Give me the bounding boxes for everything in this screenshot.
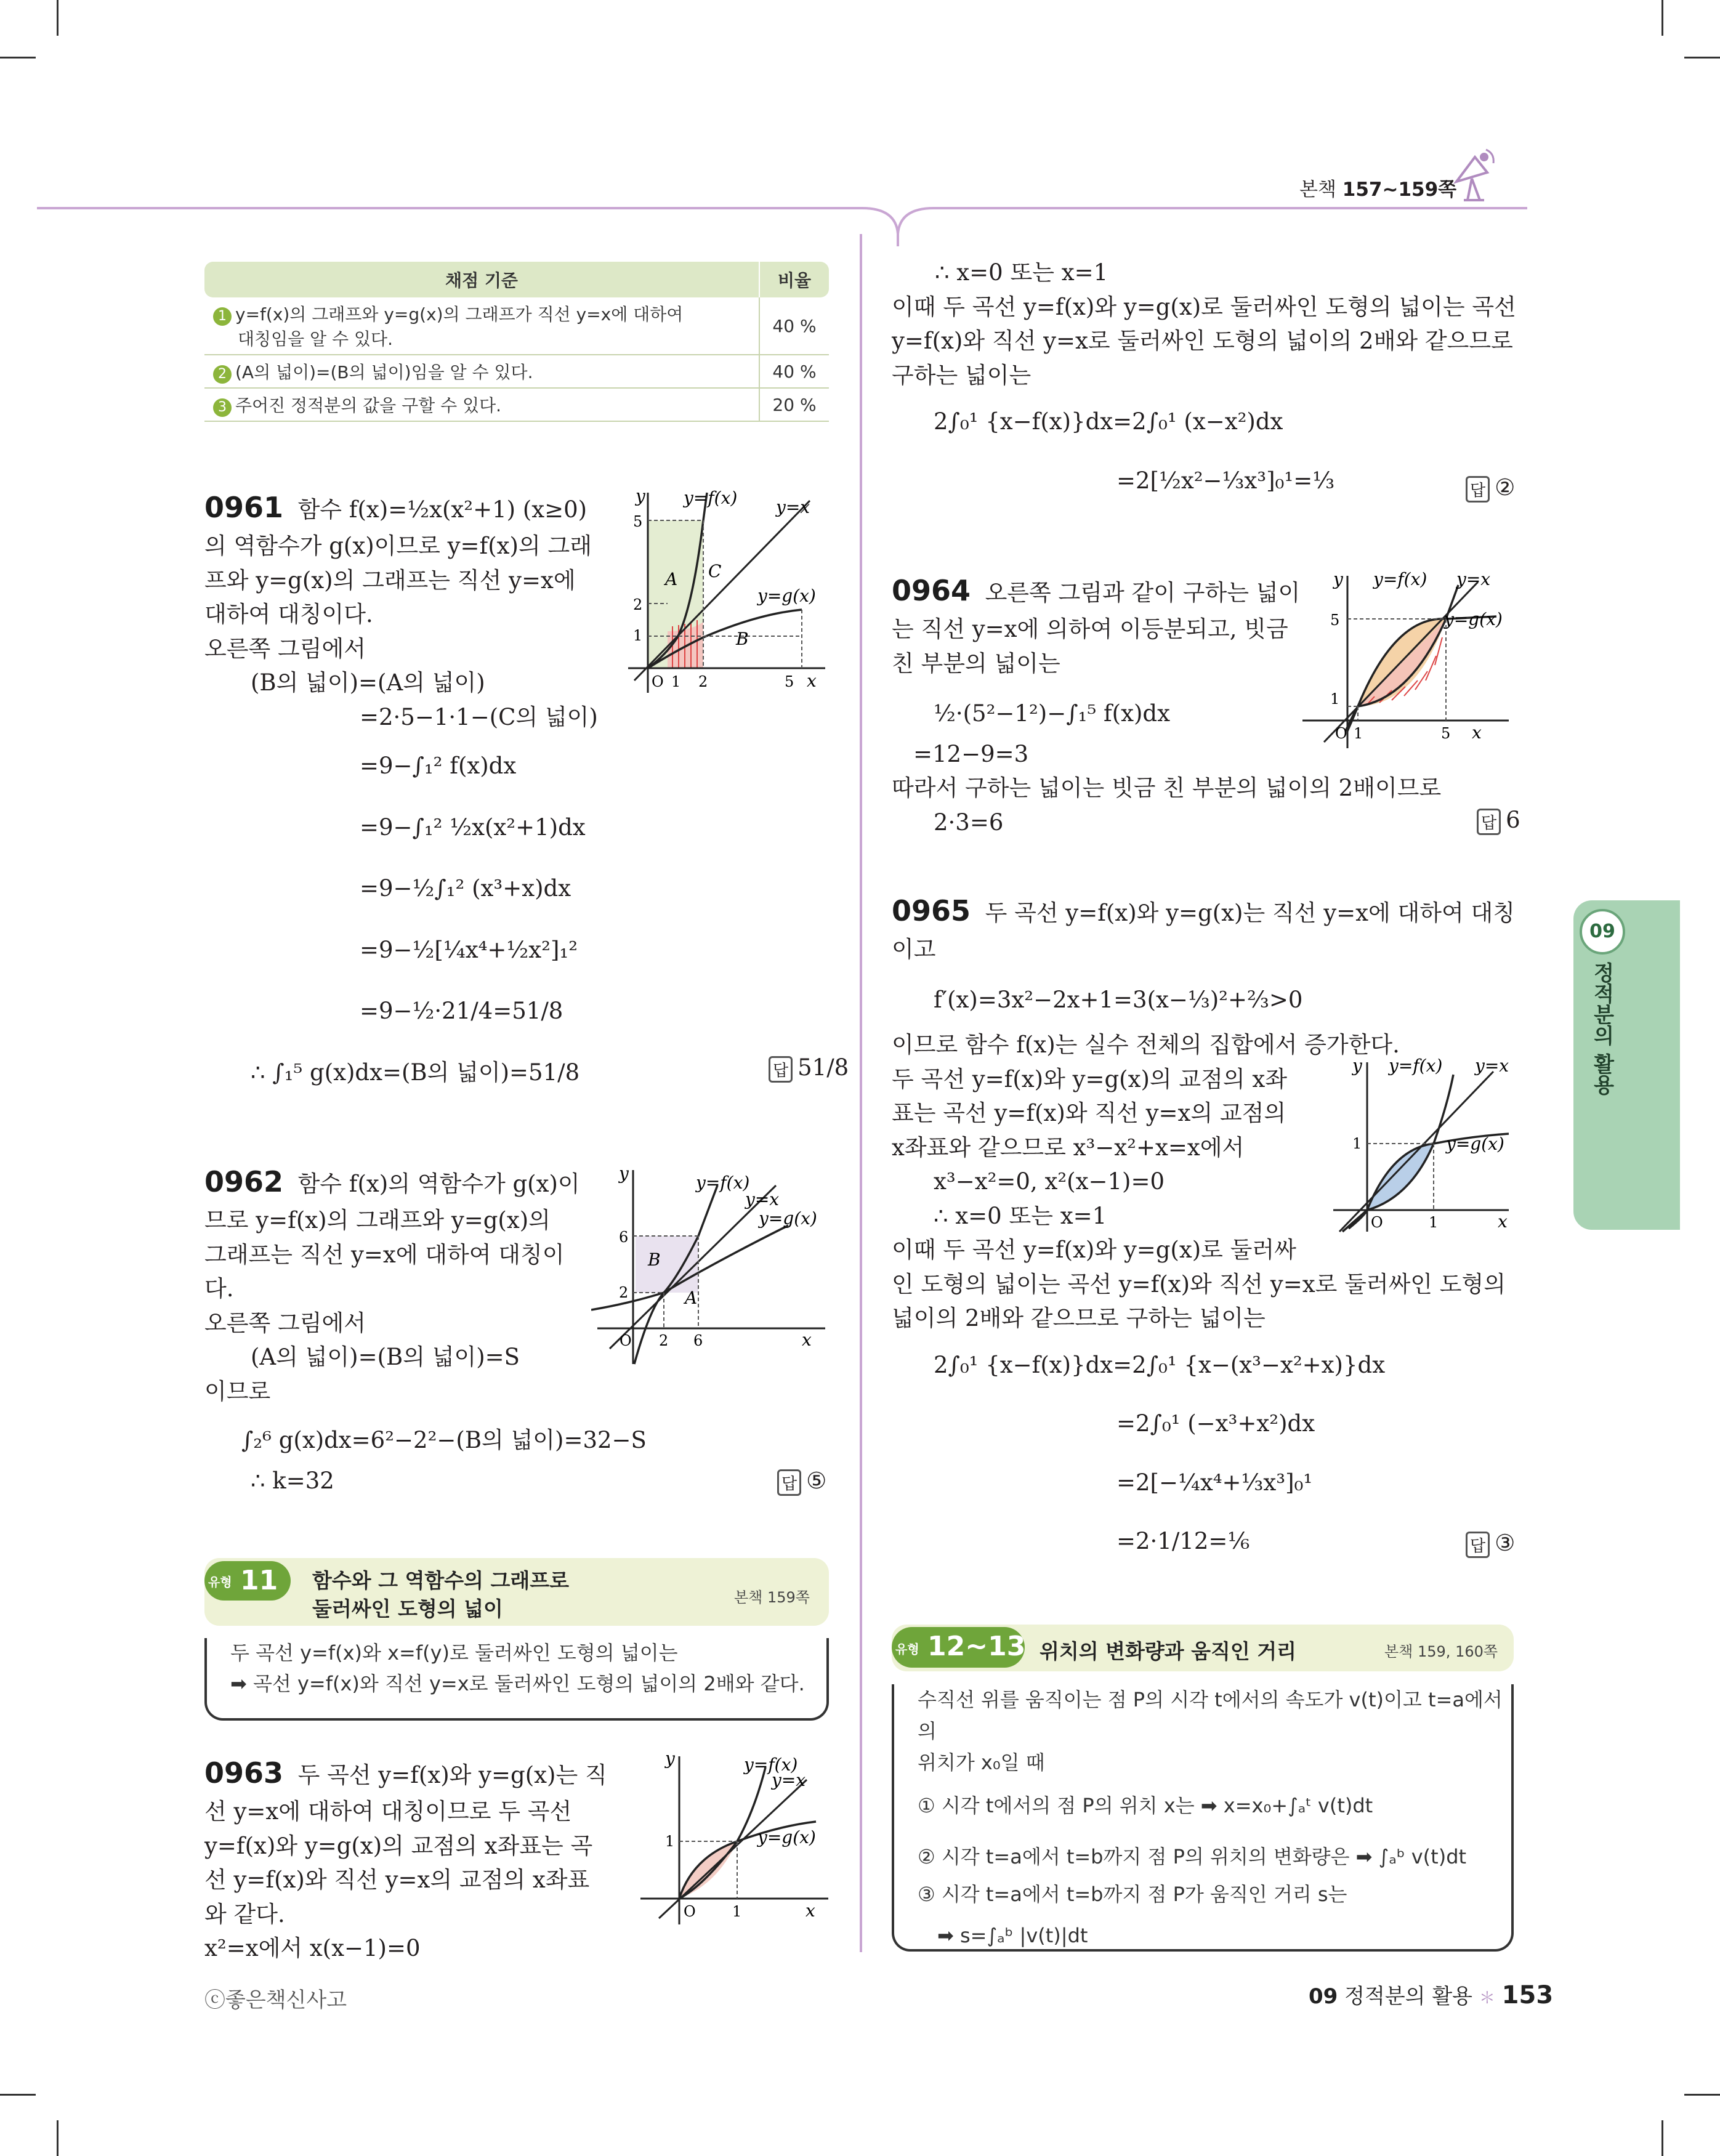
crop-mark [0,2094,36,2096]
equation-line: ∴ x=0 또는 x=1 [934,1202,1107,1229]
text-line: 대하여 대칭이다. [204,601,373,628]
text-line: 구하는 넓이는 [892,361,1032,389]
type-12-13-ref: 본책 159, 160쪽 [1384,1643,1498,1660]
tick-y-2: 2 [633,596,643,613]
axis-label-x: x [1472,722,1482,743]
text-line: y=f(x)와 y=g(x)의 교점의 x좌표는 곡 [204,1832,593,1859]
summary-line: 두 곡선 y=f(x)와 x=f(y)로 둘러싸인 도형의 넓이는 [230,1641,678,1665]
text-line: 이므로 함수 f(x)는 실수 전체의 집합에서 증가한다. [892,1032,1400,1058]
label-gx: y=g(x) [757,586,816,606]
tick-x-5: 5 [785,673,794,690]
text-line: 두 곡선 y=f(x)와 y=g(x)는 직 [297,1762,607,1788]
text-line: 프와 y=g(x)의 그래프는 직선 y=x에 [204,567,576,594]
text-line: 므로 y=f(x)의 그래프와 y=g(x)의 [204,1207,551,1233]
grading-row-number: 3 [213,398,232,417]
equation-line: (B의 넓이)=(A의 넓이) [251,669,485,696]
grading-header-criteria: 채점 기준 [204,262,759,297]
summary-line: ➡ s=∫ₐᵇ |v(t)|dt [937,1924,1088,1948]
type-11-badge [204,1561,291,1601]
badge-prefix: 유형 [895,1642,919,1657]
text-line: 오른쪽 그림과 같이 구하는 넓이 [985,579,1301,606]
answer-label: 답 [769,1056,793,1083]
axis-label-y: y [1352,1056,1362,1076]
axis-label-x: x [807,671,817,691]
grading-criteria [204,355,759,388]
grading-row [204,388,829,421]
tick-origin: O [652,673,664,690]
tick-x-1: 1 [1429,1214,1439,1231]
axis-label-x: x [802,1330,812,1350]
grading-text: (A의 넓이)=(B의 넓이)임을 알 수 있다. [235,362,533,382]
grading-ratio: 40 % [759,355,829,388]
text-line: 친 부분의 넓이는 [892,650,1060,677]
label-yx: y=x [772,1770,806,1790]
tick-y-5: 5 [1330,612,1340,629]
text-line: 선 y=x에 대하여 대칭이므로 두 곡선 [204,1798,572,1825]
answer-0964 [1477,807,1520,835]
grading-header-ratio: 비율 [759,262,829,297]
equation-line: =2·1/12=⅙ [1116,1528,1250,1554]
text-line: 이때 두 곡선 y=f(x)와 y=g(x)로 둘러싸 [892,1237,1296,1263]
summary-line: 수직선 위를 움직이는 점 P의 시각 t에서의 속도가 v(t)이고 t=a에서의 [918,1688,1503,1743]
crop-mark [1684,57,1720,59]
tick-x-2: 2 [659,1332,669,1349]
equation-line: =9−½∫₁² (x³+x)dx [360,875,571,902]
label-C: C [708,561,722,581]
tick-y-5: 5 [633,513,643,530]
summary-line: 위치가 x₀일 때 [918,1751,1045,1775]
equation-line: 2·3=6 [934,809,1004,836]
answer-value: ③ [1495,1530,1516,1556]
equation-line: (A의 넓이)=(B의 넓이)=S [251,1344,520,1370]
axis-label-y: y [636,486,645,506]
equation-line: ∴ x=0 또는 x=1 [935,259,1108,286]
equation-line: =9−½·21/4=51/8 [360,998,563,1024]
badge-prefix: 유형 [208,1575,232,1589]
answer-value: 51/8 [797,1054,849,1081]
tick-y-2: 2 [619,1284,629,1301]
badge-number: 11 [240,1565,278,1596]
label-yx: y=x [1456,570,1491,589]
text-line: 표는 곡선 y=f(x)와 직선 y=x의 교점의 [892,1100,1286,1126]
answer-value: ② [1495,474,1516,501]
equation-line: =9−∫₁² f(x)dx [360,753,517,779]
graph-0962 [591,1161,831,1373]
type-12-13-summary [892,1684,1514,1952]
summary-line: ① 시각 t에서의 점 P의 위치 x는 ➡ x=x₀+∫ₐᵗ v(t)dt [918,1793,1373,1817]
grading-row [204,297,829,355]
text-line: 이므로 [204,1378,271,1405]
equation-line: 2∫₀¹ {x−f(x)}dx=2∫₀¹ {x−(x³−x²+x)}dx [934,1351,1386,1378]
label-gx: y=g(x) [757,1827,816,1847]
text-line: 인 도형의 넓이는 곡선 y=f(x)와 직선 y=x로 둘러싸인 도형의 [892,1270,1506,1298]
tick-origin: O [1335,725,1347,742]
type-11-summary [204,1638,829,1721]
type-11-header [204,1558,829,1626]
summary-line: ② 시각 t=a에서 t=b까지 점 P의 위치의 변화량은 ➡ ∫ₐᵇ v(t)dt [918,1844,1467,1868]
problem-number: 0962 [204,1165,284,1198]
grading-ratio: 40 % [759,297,829,355]
text-line: 선 y=f(x)와 직선 y=x의 교점의 x좌표 [204,1867,590,1893]
summary-line: ③ 시각 t=a에서 t=b까지 점 P가 움직인 거리 s는 [918,1882,1347,1906]
label-gx: y=g(x) [759,1208,817,1229]
axis-label-y: y [665,1749,675,1769]
text-line: x좌표와 같으므로 x³−x²+x=x에서 [892,1134,1245,1161]
text-line: 넓이의 2배와 같으므로 구하는 넓이는 [892,1305,1266,1331]
problem-number: 0961 [204,491,284,524]
text-line: 함수 f(x)의 역함수가 g(x)이 [297,1171,580,1197]
answer-label: 답 [1466,1532,1490,1558]
tick-y-1: 1 [1352,1135,1362,1152]
grading-text: 대칭임을 알 수 있다. [238,329,393,349]
grading-row-number: 1 [213,307,232,326]
label-A: A [665,569,678,589]
header-page-ref [1299,174,1456,201]
equation-line: =9−½[¼x⁴+½x²]₁² [360,936,578,963]
title-line: 함수와 그 역함수의 그래프로 [312,1569,570,1593]
equation-line: =2[½x²−⅓x³]₀¹=⅓ [1116,467,1335,494]
footer-page-number: 153 [1501,1981,1554,2009]
axis-label-x: x [1498,1211,1508,1232]
answer-label: 답 [1466,476,1490,503]
label-fx: y=f(x) [696,1173,750,1193]
label-fx: y=f(x) [684,488,738,508]
label-yx: y=x [1475,1056,1509,1076]
text-line: 함수 f(x)=½x(x²+1) (x≥0) [297,496,587,523]
header-rule [37,197,1527,246]
problem-0963 [204,1752,607,1966]
type-12-13-header [892,1625,1514,1671]
graph-0961 [622,483,831,696]
text-line: 와 같다. [204,1900,285,1928]
tick-x-6: 6 [693,1332,703,1349]
label-gx: y=g(x) [1444,609,1503,629]
tick-x-1: 1 [671,673,681,690]
graph-0965 [1330,1056,1515,1235]
problem-number: 0964 [892,574,971,607]
equation-line: =12−9=3 [913,740,1029,767]
tick-x-2: 2 [698,673,708,690]
equation-line: =2[−¼x⁴+⅓x³]₀¹ [1116,1469,1313,1496]
text-line: 두 곡선 y=f(x)와 y=g(x)는 직선 y=x에 대하여 대칭 [985,900,1515,926]
tick-x-5: 5 [1441,725,1451,742]
text-line: 이때 두 곡선 y=f(x)와 y=g(x)로 둘러싸인 도형의 넓이는 곡선 [892,293,1516,320]
type-12-13-badge [892,1627,1025,1668]
crop-mark [57,0,59,36]
text-line: y=f(x)와 직선 y=x로 둘러싸인 도형의 넓이의 2배와 같으므로 [892,328,1513,354]
tick-y-1: 1 [665,1833,675,1850]
text-line: x²=x에서 x(x−1)=0 [204,1935,421,1961]
column-divider [860,234,862,1952]
side-tab-title: 정적분의 활용 [1589,962,1614,1095]
equation-line: ∫₂⁶ g(x)dx=6²−2²−(B의 넓이)=32−S [241,1427,647,1453]
footer-chapter-title: 정적분의 활용 [1344,1984,1473,2009]
equation-line: =9−∫₁² ½x(x²+1)dx [360,814,586,841]
tick-origin: O [1371,1214,1383,1231]
text-line: 이고 [892,936,936,963]
footer-page-info [1309,1979,1553,2009]
text-line: 따라서 구하는 넓이는 빗금 친 부분의 넓이의 2배이므로 [892,775,1442,801]
crop-mark [0,57,36,59]
problem-0963-continued [892,256,1516,498]
grading-table [204,262,829,422]
problem-number: 0965 [892,894,971,927]
label-B: B [736,629,749,649]
axis-label-y: y [619,1163,629,1184]
crop-mark [1661,2120,1663,2156]
text-line: 오른쪽 그림에서 [204,1309,366,1336]
label-fx: y=f(x) [1373,570,1427,589]
label-gx: y=g(x) [1446,1134,1504,1154]
equation-line: ½·(5²−1²)−∫₁⁵ f(x)dx [934,700,1170,727]
graph-0963 [631,1749,834,1928]
header-ref-prefix: 본책 [1299,179,1336,201]
tick-y-6: 6 [619,1229,629,1246]
equation-line: ∴ k=32 [251,1467,334,1494]
grading-text: 주어진 정적분의 값을 구할 수 있다. [235,395,502,416]
problem-0961 [204,487,598,1089]
text-line: 다. [204,1275,234,1302]
tick-x-1: 1 [1354,725,1363,742]
footer-bullet: ＊ [1479,1989,1495,2008]
tick-origin: O [684,1903,696,1920]
label-A: A [685,1288,698,1308]
graph-0964 [1299,570,1515,754]
equation-line: =2·5−1·1−(C의 넓이) [360,703,598,730]
axis-label-x: x [805,1900,815,1921]
label-B: B [648,1250,661,1270]
answer-value: 6 [1506,807,1520,833]
summary-line: ➡ 곡선 y=f(x)와 직선 y=x로 둘러싸인 도형의 넓이의 2배와 같다. [230,1671,805,1695]
text-line: 는 직선 y=x에 의하여 이등분되고, 빗금 [892,616,1288,642]
problem-0962 [204,1161,647,1498]
crop-mark [57,2120,59,2156]
grading-text: y=f(x)의 그래프와 y=g(x)의 그래프가 직선 y=x에 대하여 [235,304,684,325]
grading-criteria [204,297,759,355]
problem-number: 0963 [204,1756,284,1790]
title-line: 둘러싸인 도형의 넓이 [312,1597,503,1621]
side-tab-number-circle [1580,909,1625,955]
equation-line: =2∫₀¹ (−x³+x²)dx [1116,1410,1315,1437]
grading-table-header [204,262,829,297]
tick-origin: O [620,1332,632,1349]
equation-line: 2∫₀¹ {x−f(x)}dx=2∫₀¹ (x−x²)dx [934,408,1283,435]
grading-row [204,355,829,388]
text-line: 의 역함수가 g(x)이므로 y=f(x)의 그래 [204,533,592,559]
grading-criteria [204,388,759,421]
grading-row-number: 2 [213,365,232,384]
tick-y-1: 1 [1330,690,1340,708]
axis-label-y: y [1333,570,1343,589]
crop-mark [1661,0,1663,36]
text-line: 오른쪽 그림에서 [204,635,366,662]
crop-mark [1684,2094,1720,2096]
type-11-ref: 본책 159쪽 [734,1589,810,1606]
label-fx: y=f(x) [744,1754,798,1775]
text-line: 그래프는 직선 y=x에 대하여 대칭이 [204,1241,565,1268]
answer-0961 [769,1054,849,1083]
satellite-icon [1450,145,1500,203]
text-line: 두 곡선 y=f(x)와 y=g(x)의 교점의 x좌 [892,1065,1288,1092]
label-yx: y=x [745,1189,780,1209]
label-yx: y=x [776,497,810,517]
answer-0963 [1466,474,1515,503]
equation-line: x³−x²=0, x²(x−1)=0 [934,1168,1165,1195]
footer-publisher: ⓒ좋은책신사고 [204,1988,347,2013]
label-fx: y=f(x) [1389,1056,1443,1076]
equation-line: f′(x)=3x²−2x+1=3(x−⅓)²+⅔>0 [934,986,1303,1013]
tick-x-1: 1 [732,1903,742,1920]
answer-0965 [1466,1530,1515,1558]
equation-line: ∴ ∫₁⁵ g(x)dx=(B의 넓이)=51/8 [251,1059,580,1086]
badge-number: 12~13 [927,1631,1026,1662]
footer-chapter-num: 09 [1309,1984,1338,2009]
answer-label: 답 [777,1469,801,1496]
answer-0962 [777,1468,826,1496]
answer-label: 답 [1477,809,1501,835]
chapter-side-tab [1573,900,1680,1230]
type-11-title [312,1567,569,1623]
type-12-13-title: 위치의 변화량과 움직인 거리 [1040,1639,1297,1663]
grading-ratio: 20 % [759,388,829,421]
header-ref-pages: 157~159쪽 [1342,179,1457,201]
side-tab-number: 09 [1589,921,1615,942]
tick-y-1: 1 [633,627,643,644]
answer-value: ⑤ [806,1468,827,1494]
